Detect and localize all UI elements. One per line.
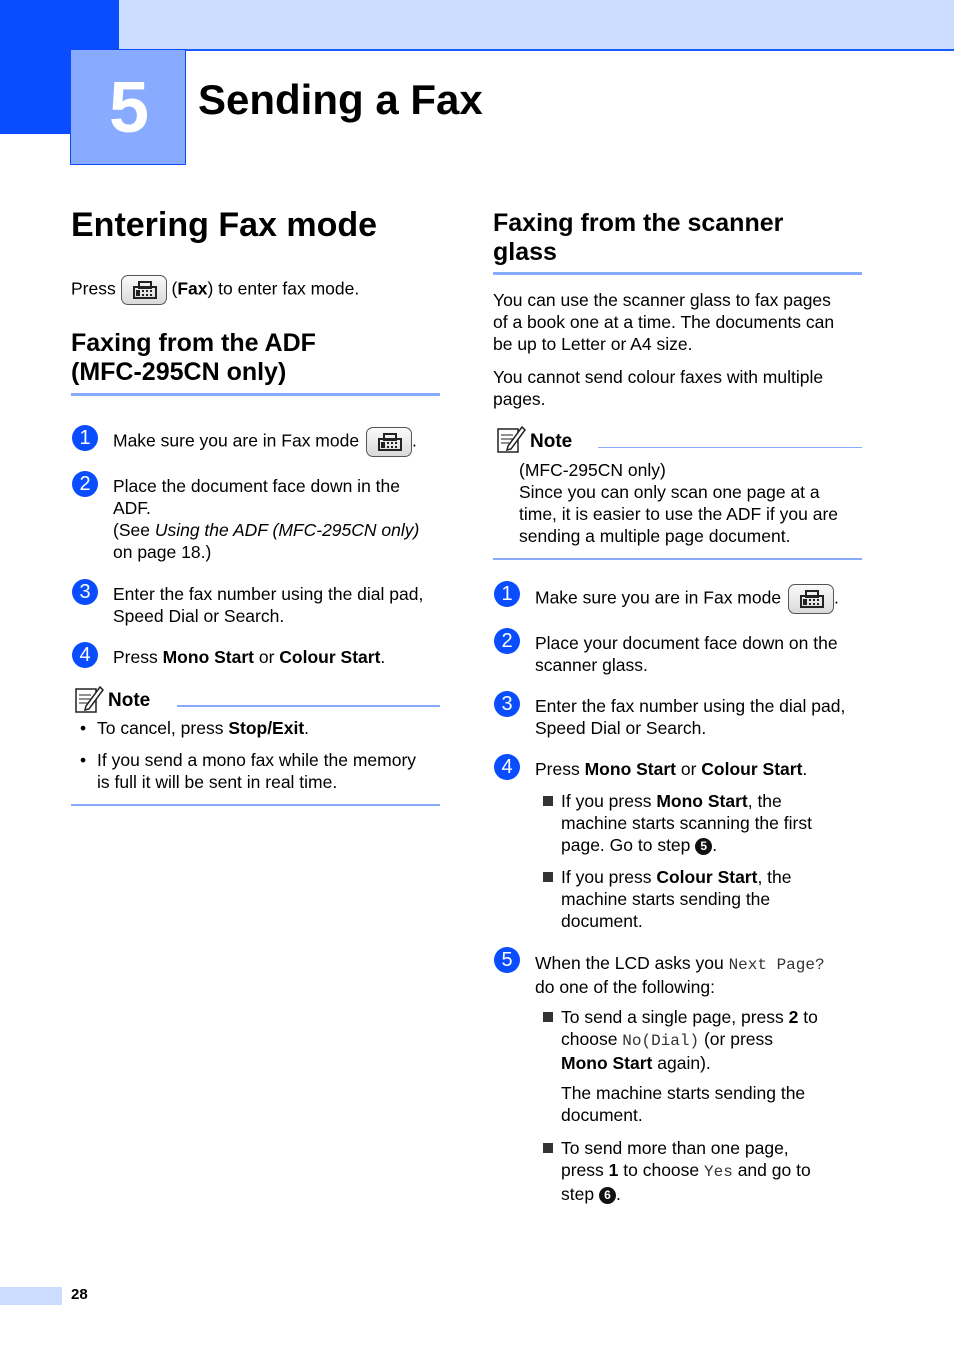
step-text: Enter the fax number using the dial pad, Speed Dial or Search. (535, 696, 846, 738)
step-text: Make sure you are in Fax mode . (535, 584, 839, 614)
step-text: When the LCD asks you Next Page? do one of the following: (535, 953, 825, 997)
fax-icon (133, 281, 157, 299)
step-ref: 5 (695, 838, 712, 855)
fax-icon (378, 433, 402, 451)
step-number: 1 (72, 425, 98, 451)
step-number: 3 (494, 691, 520, 717)
step-text: Press Mono Start or Colour Start. (113, 647, 386, 667)
step-number: 2 (72, 471, 98, 497)
note-rule (177, 705, 440, 707)
step-number: 5 (494, 947, 520, 973)
step-text: Place your document face down on the scanner glass. (535, 633, 838, 675)
fax-button[interactable] (788, 584, 834, 614)
sub-bullet: If you press Mono Start, the machine starts scanning the first page. Go to step 5 . (561, 791, 812, 855)
page-number: 28 (71, 1286, 88, 1303)
step-text: Enter the fax number using the dial pad, Speed Dial or Search. (113, 584, 424, 626)
step-text: Place the document face down in the ADF. (See Using the ADF (MFC-295CN only) on page 18.) (113, 476, 420, 562)
header-band (119, 0, 954, 51)
footer-band (0, 1287, 62, 1305)
sub-bullet: If you press Colour Start, the machine starts sending the document. (561, 867, 792, 931)
sub-bullet: To send more than one page, press 1 to choose Yes and go to step 6 . (561, 1138, 811, 1204)
section-title: Entering Fax mode (71, 206, 378, 244)
colour-paragraph: You cannot send colour faxes with multiple pages. (493, 367, 824, 409)
adf-heading: Faxing from the ADF (MFC-295CN only) (71, 329, 316, 386)
note-end-rule (71, 804, 440, 806)
bullet-square (543, 1012, 553, 1022)
scanner-heading-rule (493, 272, 862, 275)
note-pencil-icon (496, 424, 526, 454)
bullet-square (543, 1143, 553, 1153)
intro-paragraph: You can use the scanner glass to fax pages of a book one at a time. The documents can be up to Letter or A4 size. (493, 290, 835, 354)
step-number: 4 (72, 642, 98, 668)
bullet-square (543, 796, 553, 806)
bullet-square (543, 872, 553, 882)
adf-heading-rule (71, 393, 440, 396)
note-pencil-icon (74, 684, 104, 714)
fax-icon (800, 590, 824, 608)
fax-button[interactable] (366, 427, 412, 457)
step-ref: 6 (599, 1187, 616, 1204)
step-number: 3 (72, 579, 98, 605)
chapter-title: Sending a Fax (198, 76, 483, 123)
note-label: Note (530, 431, 573, 452)
step-text: Make sure you are in Fax mode . (113, 427, 417, 457)
follow-text: The machine starts sending the document. (561, 1083, 806, 1125)
sub-bullet: To send a single page, press 2 to choose No(Dial) (or press Mono Start again). (561, 1007, 818, 1073)
note-rule (598, 447, 862, 448)
scanner-glass-heading: Faxing from the scanner glass (493, 209, 784, 266)
fax-button[interactable] (121, 275, 167, 305)
note-text: (MFC-295CN only) Since you can only scan one page at a time, it is easier to use the ADF if you are sending a multiple page document. (519, 460, 839, 546)
press-fax-line: Press (Fax) to enter fax mode. (71, 275, 359, 305)
step-number: 2 (494, 628, 520, 654)
step-text: Press Mono Start or Colour Start. (535, 759, 808, 779)
note-end-rule (493, 558, 862, 560)
chapter-number: 5 (108, 68, 150, 148)
step-number: 1 (494, 581, 520, 607)
step-number: 4 (494, 754, 520, 780)
note-label: Note (108, 690, 151, 711)
